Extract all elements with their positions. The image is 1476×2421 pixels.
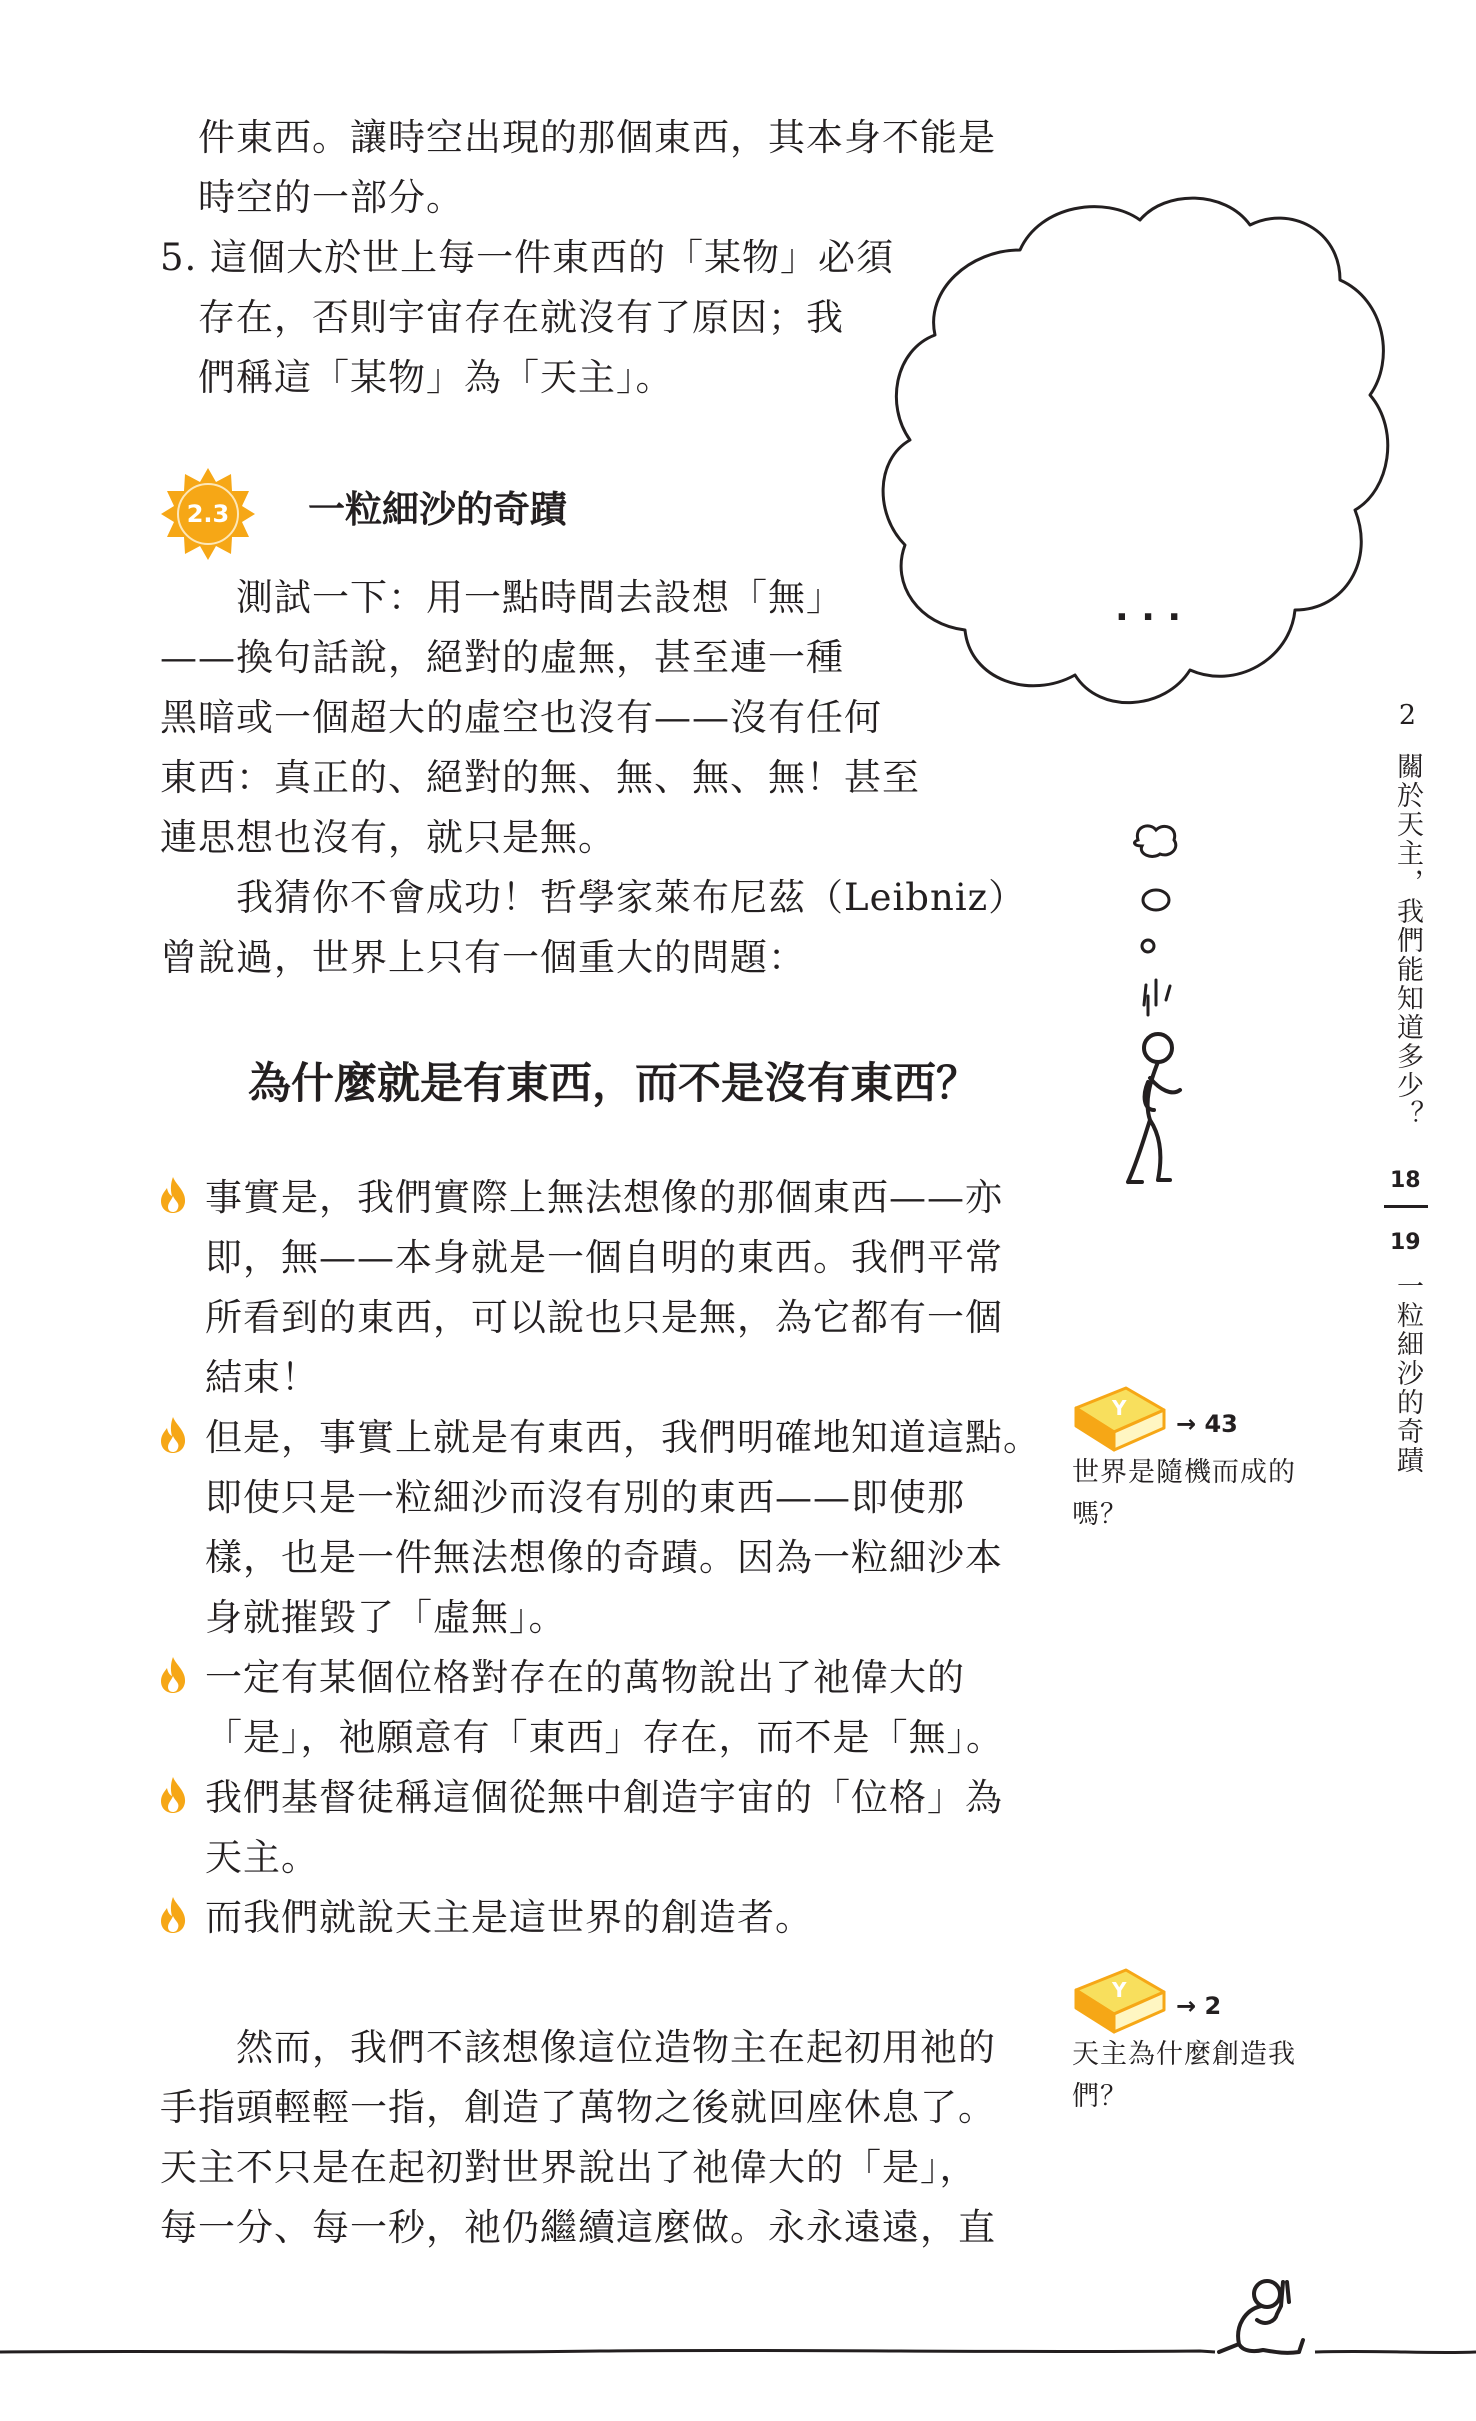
sun-badge-icon [160, 466, 256, 562]
text-line: 曾說過，世界上只有一個重大的問題： [160, 936, 806, 979]
bullet-text: 而我們就說天主是這世界的創造者。 [205, 1896, 813, 1939]
text-line: 測試一下：用一點時間去設想「無」 [236, 576, 844, 619]
bullet-text: 樣，也是一件無法想像的奇蹟。因為一粒細沙本 [205, 1536, 1003, 1579]
flame-bullet-icon [158, 1776, 188, 1814]
bullet-text: 結束！ [205, 1356, 319, 1399]
youcat-book-icon [1068, 1380, 1168, 1454]
xref-number: → 43 [1176, 1410, 1238, 1438]
chapter-title: 關於天主，我們能知道多少？ [1392, 752, 1423, 1129]
flame-bullet-icon [158, 1896, 188, 1934]
bullet-text: 即使只是一粒細沙而沒有別的東西——即使那 [205, 1476, 965, 1519]
svg-text:Y: Y [1112, 1396, 1127, 1420]
bullet-text: 「是」，祂願意有「東西」存在，而不是「無」。 [205, 1716, 1004, 1759]
page-number-left: 18 [1390, 1168, 1421, 1193]
text-line: ——換句話說，絕對的虛無，甚至連一種 [160, 636, 844, 679]
section-number: 2.3 [186, 500, 230, 528]
flame-bullet-icon [158, 1416, 188, 1454]
chapter-number: 2 [1392, 700, 1423, 733]
bullet-text: 天主。 [205, 1836, 319, 1879]
text-line: 存在，否則宇宙存在就沒有了原因；我 [198, 296, 844, 339]
xref-text: 世界是隨機而成的 [1072, 1457, 1296, 1488]
bullet-text: 身就摧毀了「虛無」。 [205, 1596, 567, 1639]
bullet-text: 事實是，我們實際上無法想像的那個東西——亦 [205, 1176, 1003, 1219]
youcat-book-icon [1068, 1962, 1168, 2036]
page-number-right: 19 [1390, 1230, 1421, 1255]
text-line: 每一分、每一秒，祂仍繼續這麼做。永永遠遠，直 [160, 2206, 996, 2249]
text-line: 手指頭輕輕一指，創造了萬物之後就回座休息了。 [160, 2086, 996, 2129]
sitting-figure-icon [1205, 2270, 1325, 2366]
text-line: 我猜你不會成功！哲學家萊布尼茲（Leibniz） [236, 876, 1027, 919]
text-line: 東西：真正的、絕對的無、無、無、無！甚至 [160, 756, 920, 799]
text-line: 時空的一部分。 [198, 176, 464, 219]
bullet-text: 我們基督徒稱這個從無中創造宇宙的「位格」為 [205, 1776, 1003, 1819]
svg-text:Y: Y [1112, 1978, 1127, 2002]
flame-bullet-icon [158, 1176, 188, 1214]
bullet-text: 但是，事實上就是有東西，我們明確地知道這點。 [205, 1416, 1041, 1459]
page-divider [1384, 1205, 1428, 1208]
text-line: 5. 這個大於世上每一件東西的「某物」必須 [160, 236, 895, 279]
text-line: 黑暗或一個超大的虛空也沒有——沒有任何 [160, 696, 882, 739]
section-running-title: 一粒細沙的奇蹟 [1392, 1272, 1423, 1475]
text-line: 件東西。讓時空出現的那個東西，其本身不能是 [198, 116, 996, 159]
xref-text: 天主為什麼創造我 [1072, 2039, 1296, 2070]
text-line: 連思想也沒有，就只是無。 [160, 816, 616, 859]
thinking-figure-icon [1120, 820, 1210, 1220]
text-line: 然而，我們不該想像這位造物主在起初用祂的 [236, 2026, 996, 2069]
xref-text: 嗎？ [1072, 1499, 1128, 1530]
text-line: 天主不只是在起初對世界說出了祂偉大的「是」， [160, 2146, 978, 2189]
bullet-text: 所看到的東西，可以說也只是無，為它都有一個 [205, 1296, 1003, 1339]
bullet-text: 即，無——本身就是一個自明的東西。我們平常 [205, 1236, 1003, 1279]
xref-text: 們？ [1072, 2081, 1128, 2112]
thought-cloud-icon [880, 190, 1400, 750]
section-title: 一粒細沙的奇蹟 [308, 488, 567, 531]
xref-number: → 2 [1176, 1992, 1222, 2020]
thought-ellipsis: . . . [1115, 588, 1182, 629]
flame-bullet-icon [158, 1656, 188, 1694]
key-question: 為什麼就是有東西，而不是沒有東西？ [248, 1059, 979, 1109]
bullet-text: 一定有某個位格對存在的萬物說出了祂偉大的 [205, 1656, 965, 1699]
text-line: 們稱這「某物」為「天主」。 [198, 356, 674, 399]
